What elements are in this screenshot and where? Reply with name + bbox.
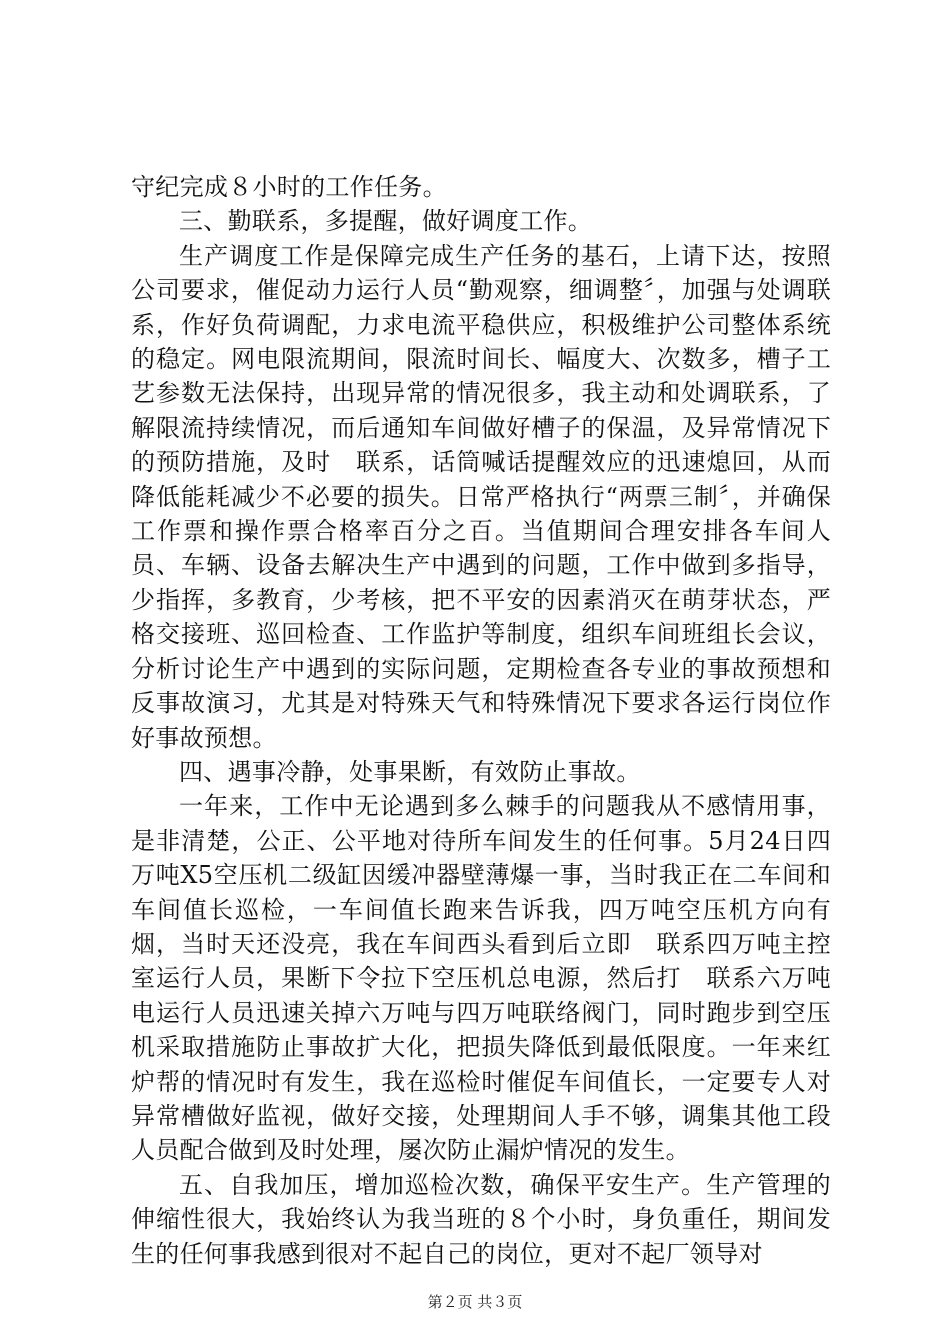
paragraph-continuation: 守纪完成８小时的工作任务。 <box>131 173 447 201</box>
page-footer: 第２页 共３页 <box>427 1293 523 1311</box>
section-heading-5: 五、自我加压，增加巡检次数，确保平安生产。生产管理的伸缩性很大，我始终认为我当班的８个小时，身负重任，期间发生的任何事我感到很对不起自己的岗位，更对不起厂领导对 <box>131 1170 831 1268</box>
paragraph-incident-handling: 一年来，工作中无论遇到多么棘手的问题我从不感情用事，是非清楚，公正、公平地对待所车间发生的任何事。5月24日四万吨X5空压机二级缸因缓冲器壁薄爆一事，当时我正在二车间和车间值长巡检，一车间值长跑来告诉我，四万吨空压机方向有烟，当时天还没亮，我在车间西头看到后立即 联系四万吨主控室运行人员，果断下令拉下空压机总电源，然后打 联系六万吨电运行人员迅速关掉六万吨与四万吨联络阀门，同时跑步到空压机采取措施防止事故扩大化，把损失降低到最低限度。一年来红炉帮的情况时有发生，我在巡检时催促车间值长，一定要专人对异常槽做好监视，做好交接，处理期间人手不够，调集其他工段人员配合做到及时处理，屡次防止漏炉情况的发生。 <box>131 792 831 1165</box>
section-heading-3: 三、勤联系，多提醒，做好调度工作。 <box>179 207 593 236</box>
document-body <box>131 170 831 1271</box>
paragraph-dispatch-work: 生产调度工作是保障完成生产任务的基石，上请下达，按照公司要求，催促动力运行人员“勤观察，细调整〞，加强与处调联系，作好负荷调配，力求电流平稳供应，积极维护公司整体系统的稳定。网电限流期间，限流时间长、幅度大、次数多，槽子工艺参数无法保持，出现异常的情况很多，我主动和处调联系，了解限流持续情况，而后通知车间做好槽子的保温，及异常情况下的预防措施，及时 联系，话筒喊话提醒效应的迅速熄回，从而降低能耗减少不必要的损失。日常严格执行“两票三制〞，并确保工作票和操作票合格率百分之百。当值期间合理安排各车间人员、车辆、设备去解决生产中遇到的问题，工作中做到多指导，少指挥，多教育，少考核，把不平安的因素消灭在萌芽状态，严格交接班、巡回检查、工作监护等制度，组织车间班组长会议，分析讨论生产中遇到的实际问题，定期检查各专业的事故预想和反事故演习，尤其是对特殊天气和特殊情况下要求各运行岗位作好事故预想。 <box>131 241 831 752</box>
section-heading-4: 四、遇事冷静，处事果断，有效防止事故。 <box>179 757 641 786</box>
